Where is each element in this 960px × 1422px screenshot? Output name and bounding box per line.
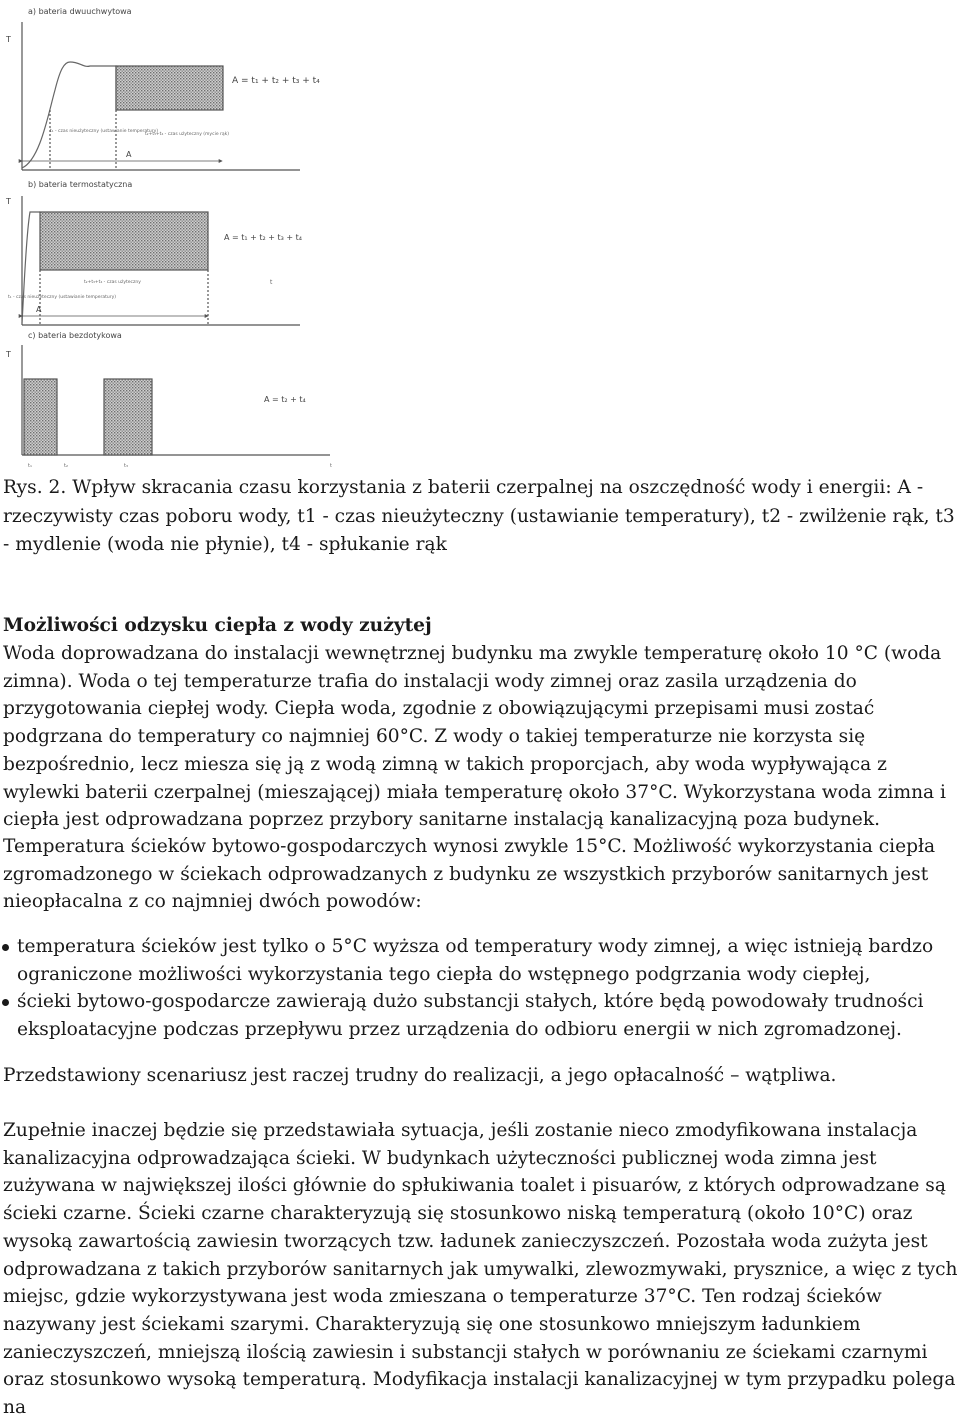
figure-diagram [0,0,380,470]
panel-a-temperature-curve [22,62,116,168]
panel-c [5,331,332,469]
paragraph-1: Woda doprowadzana do instalacji wewnętrznej budynku ma zwykle temperaturę około 10 °C (woda zimna). Woda o tej temperaturze trafia do instalacji wody zimnej oraz zasila urządzenia do przygotowania ciepłej wody. Ciepła woda, zgodnie z obowiązującymi przepisami musi zostać podgrzana do temperatury co najmniej 60°C. Z wody o takiej temperaturze nie korzysta się bezpośrednio, lecz miesza się ją z wodą zimną w takich proporcjach, aby woda wypływająca z wylewki baterii czerpalnej (mieszającej) miała temperaturę około 37°C. Wykorzystana woda zimna i ciepła jest odprowadzana poprzez przybory sanitarne instalacją kanalizacyjną poza budynek. [3,643,946,831]
panel-c-pulse-2 [104,379,152,455]
bullet-list [0,933,957,1044]
paragraph-2: Temperatura ścieków bytowo-gospodarczych wynosi zwykle 15°C. Możliwość wykorzystania ciepła zgromadzonego w ściekach odprowadzanych z budynku ze wszystkich przyborów sanitarnych jest nieopłacalna z co najmniej dwóch powodów: [3,836,936,913]
panel-b-hatched-area [40,212,208,270]
panel-a [5,7,320,170]
list-item: ścieki bytowo-gospodarcze zawierają dużo substancji stałych, które będą powodowały trudności eksploatacyjne podczas przepływu przez urządzenia do odbioru energii w nich zgromadzonej. [0,988,957,1043]
paragraph-4: Zupełnie inaczej będzie się przedstawiała sytuacja, jeśli zostanie nieco zmodyfikowana instalacja kanalizacyjna odprowadzająca ścieki. W budynkach użyteczności publicznej woda zimna jest zużywana w największej ilości głównie do spłukiwania toalet i pisuarów, z których odprowadzane są ścieki czarne. Ścieki czarne charakteryzują się stosunkowo niską temperaturą (około 10°C) oraz wysoką zawartością zawiesin tworzących tzw. ładunek zanieczyszczeń. Pozostała woda zużyta jest odprowadzana z takich przyborów sanitarnych jak umywalki, zlewozmywaki, prysznice, a więc z tych miejsc, gdzie wykorzystywana jest woda zmieszana o temperaturze 37°C. Ten rodzaj ścieków nazywany jest ściekami szarymi. Charakteryzują się one stosunkowo mniejszym ładunkiem zanieczyszczeń, mniejszą ilością zawiesin i substancji stałych w porównaniu ze ściekami czarnymi oraz stosunkowo wysoką temperaturą. Modyfikacja instalacji kanalizacyjnej w tym przypadku polega na [3,1120,958,1419]
panel-c-tick-1: t₁ [28,463,32,469]
panel-a-hatched-area [116,66,223,110]
section-heading: Możliwości odzysku ciepła z wody zużytej [3,615,432,636]
panel-c-formula: A = t₂ + t₄ [264,395,306,404]
panel-b-formula: A = t₁ + t₂ + t₃ + t₄ [224,233,303,242]
panel-a-label: a) bateria dwuuchwytowa [28,7,132,16]
panel-a-formula: A = t₁ + t₂ + t₃ + t₄ [232,76,320,86]
list-item: temperatura ścieków jest tylko o 5°C wyższa od temperatury wody zimnej, a więc istnieją bardzo ograniczone możliwości wykorzystania tego ciepła do wstępnego podgrzania wody ciepłej, [0,933,957,988]
panel-b-y-axis-label: T [6,197,11,206]
paragraph-3: Przedstawiony scenariusz jest raczej trudny do realizacji, a jego opłacalność – wątpliwa. [3,1065,837,1086]
panel-c-y-axis-label: T [6,350,11,359]
panel-b-x-axis-label: t [270,279,273,286]
panel-a-y-axis-label: T [6,35,11,44]
figure-caption: Rys. 2. Wpływ skracania czasu korzystania z baterii czerpalnej na oszczędność wody i energii: A - rzeczywisty czas poboru wody, t1 - czas nieużyteczny (ustawianie temperatury), t2 - zwilżenie rąk, t3 - mydlenie (woda nie płynie), t4 - spłukanie rąk [3,477,955,555]
panel-a-note-left: t₁ - czas nieużyteczny (ustawianie temperatury) [50,129,158,134]
panel-a-note-right: t₂+t₃+t₄ - czas użyteczny (mycie rąk) [145,132,229,137]
panel-b-note-right: t₂+t₃+t₄ - czas użyteczny [84,280,141,285]
panel-b-span-label: A [36,305,42,314]
panel-c-tick-2: t₂ [64,463,68,469]
panel-c-pulse-1 [24,379,57,455]
panel-a-span-label: A [126,150,132,159]
figure-svg [0,0,380,470]
panel-b [5,180,302,325]
panel-c-tick-4: t [330,463,332,469]
panel-c-label: c) bateria bezdotykowa [28,331,122,340]
panel-b-note-left: t₁ - czas nieużyteczny (ustawianie temperatury) [8,295,116,300]
panel-c-tick-3: t₃ [124,463,128,469]
panel-b-label: b) bateria termostatyczna [28,180,133,189]
